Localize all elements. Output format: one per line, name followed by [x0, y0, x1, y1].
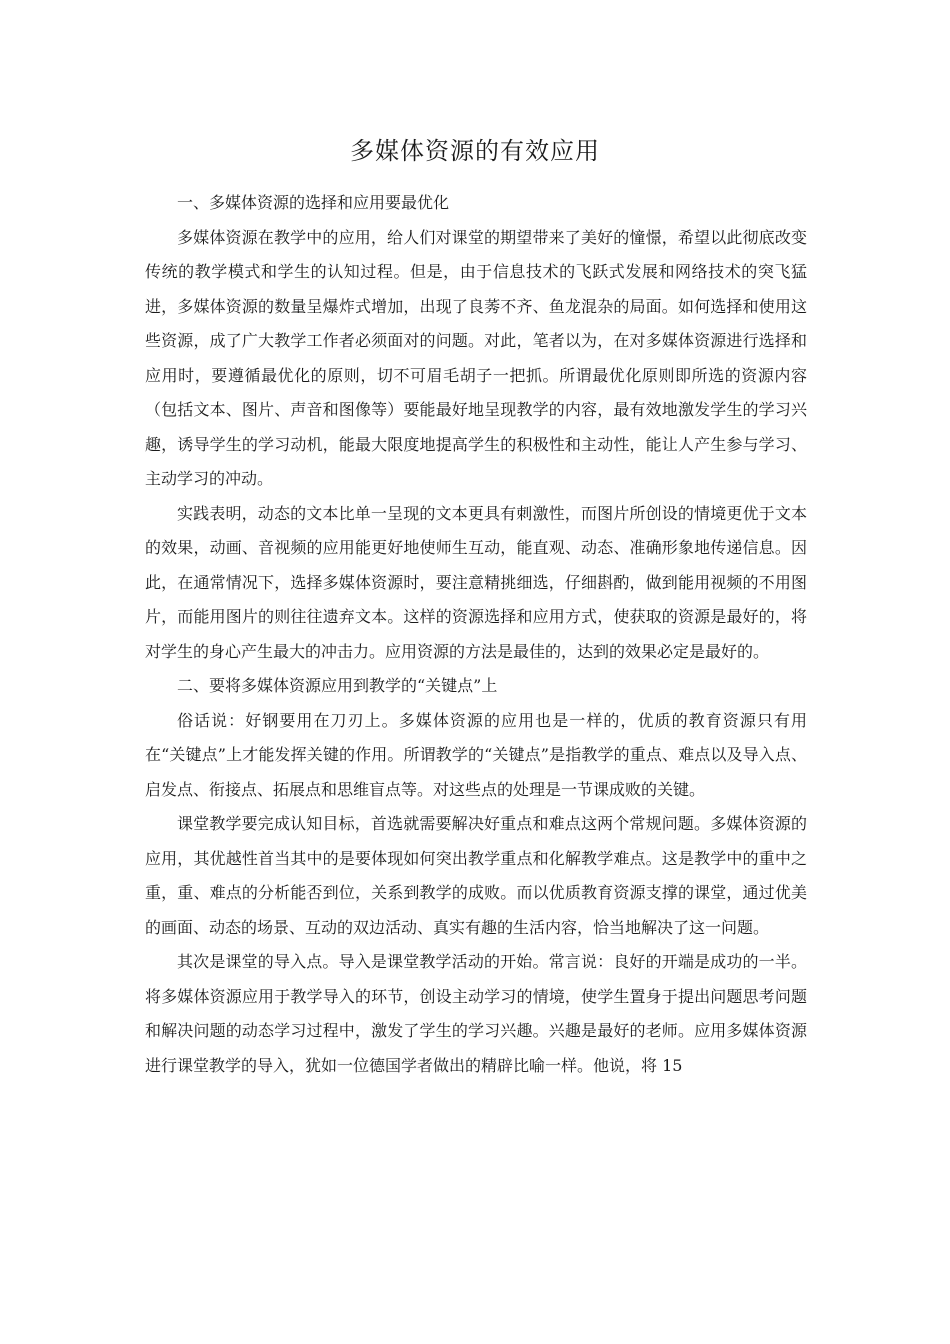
paragraph: 课堂教学要完成认知目标，首选就需要解决好重点和难点这两个常规问题。多媒体资源的应用，其优越性首当其中的是要体现如何突出教学重点和化解教学难点。这是教学中的重中之重，重、难点的分析能否到位，关系到教学的成败。而以优质教育资源支撑的课堂，通过优美的画面、动态的场景、互动的双边活动、真实有趣的生活内容，恰当地解决了这一问题。: [145, 814, 807, 937]
section-heading-2: 二、要将多媒体资源应用到教学的“关键点”上: [177, 676, 498, 695]
paragraph: 俗话说：好钢要用在刀刃上。多媒体资源的应用也是一样的，优质的教育资源只有用在“关键点”上才能发挥关键的作用。所谓教学的“关键点”是指教学的重点、难点以及导入点、启发点、衔接点、拓展点和思维盲点等。对这些点的处理是一节课成败的关键。: [145, 710, 807, 799]
paragraph: 实践表明，动态的文本比单一呈现的文本更具有刺激性，而图片所创设的情境更优于文本的效果，动画、音视频的应用能更好地使师生互动，能直观、动态、准确形象地传递信息。因此，在通常情况下，选择多媒体资源时，要注意精挑细选，仔细斟酌，做到能用视频的不用图片，而能用图片的则往往遗弃文本。这样的资源选择和应用方式，使获取的资源是最好的，将对学生的身心产生最大的冲击力。应用资源的方法是最佳的，达到的效果必定是最好的。: [145, 503, 807, 661]
paragraph: 多媒体资源在教学中的应用，给人们对课堂的期望带来了美好的憧憬，希望以此彻底改变传统的教学模式和学生的认知过程。但是，由于信息技术的飞跃式发展和网络技术的突飞猛进，多媒体资源的数量呈爆炸式增加，出现了良莠不齐、鱼龙混杂的局面。如何选择和使用这些资源，成了广大教学工作者必须面对的问题。对此，笔者以为，在对多媒体资源进行选择和应用时，要遵循最优化的原则，切不可眉毛胡子一把抓。所谓最优化原则即所选的资源内容（包括文本、图片、声音和图像等）要能最好地呈现教学的内容，最有效地激发学生的学习兴趣，诱导学生的学习动机，能最大限度地提高学生的积极性和主动性，能让人产生参与学习、主动学习的冲动。: [145, 227, 807, 488]
paragraph: 其次是课堂的导入点。导入是课堂教学活动的开始。常言说：良好的开端是成功的一半。将多媒体资源应用于教学导入的环节，创设主动学习的情境，使学生置身于提出问题思考问题和解决问题的动态学习过程中，激发了学生的学习兴趣。兴趣是最好的老师。应用多媒体资源进行课堂教学的导入，犹如一位德国学者做出的精辟比喻一样。他说，将 15: [145, 952, 807, 1075]
section-heading-1: 一、多媒体资源的选择和应用要最优化: [177, 193, 450, 212]
document-title: 多媒体资源的有效应用: [350, 137, 600, 165]
document-body: [145, 186, 807, 1083]
